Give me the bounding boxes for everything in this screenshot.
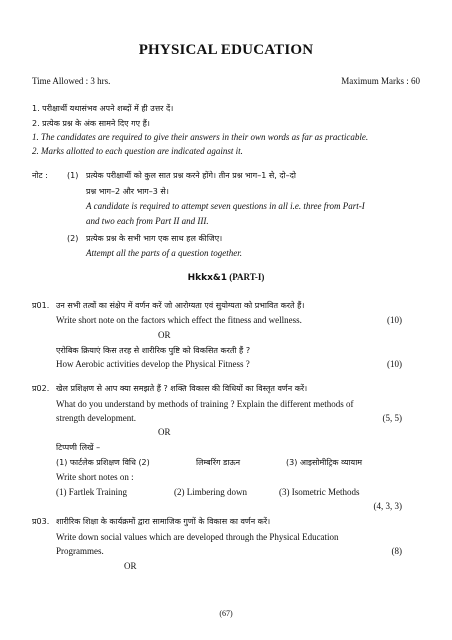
q2-alt-hi-item-2: लिम्बरिंग डाऊन: [196, 458, 241, 467]
q1-or: OR: [158, 330, 171, 340]
q2-alt-marks: (4, 3, 3): [373, 501, 402, 511]
q3-en-text-line-2: Programmes.: [56, 546, 104, 556]
q2-en-text-line-1: What do you understand by methods of training ? Explain the different methods of: [56, 399, 354, 409]
q3-marks: (8): [391, 546, 402, 556]
q2-alt-hi-heading: टिप्पणी लिखें –: [56, 443, 101, 452]
q3-or: OR: [124, 561, 137, 571]
page-number: (67): [219, 609, 233, 618]
q2-marks: (5, 5): [382, 413, 402, 423]
note-label: नोट :: [32, 171, 48, 180]
q1-alt-en-text: How Aerobic activities develop the Physical Fitness ?: [56, 359, 250, 369]
part-heading-prefix: Hkkx&1: [187, 273, 227, 283]
instruction-hi-2: 2. प्रत्येक प्रश्न के अंक सामने दिए गए हैं।: [32, 119, 150, 128]
part-heading-suffix: (PART-I): [229, 272, 265, 282]
page-title: PHYSICAL EDUCATION: [138, 42, 314, 58]
q1-en-text: Write short note on the factors which effect the fitness and wellness.: [56, 315, 302, 325]
q1-number: प्र01.: [32, 301, 50, 310]
q3-hi-text: शारीरिक शिक्षा के कार्यक्रमों द्वारा सामाजिक गुणों के विकास का वर्णन करें।: [56, 517, 271, 526]
q2-alt-en-item-1: (1) Fartlek Training: [56, 487, 127, 497]
q2-alt-hi-item-1: (1) फार्टलेक प्रशिक्षण विधि (2): [56, 458, 150, 467]
note-1-number: (1): [67, 171, 79, 180]
instruction-en-2: 2. Marks allotted to each question are indicated against it.: [32, 146, 243, 156]
note-2-hi-line-1: प्रत्येक प्रश्न के सभी भाग एक साथ हल कीजिए।: [86, 234, 223, 243]
q2-alt-en-heading: Write short notes on :: [56, 472, 134, 482]
q2-hi-text: खेल प्रशिक्षण से आप क्या समझते हैं ? शक्ति विकास की विधियों का विस्तृत वर्णन करें।: [56, 384, 308, 393]
note-1-hi-line-2: प्रश्न भाग–2 और भाग–3 से।: [86, 187, 169, 196]
note-1-en-line-1: A candidate is required to attempt seven questions in all i.e. three from Part-I: [86, 201, 365, 211]
note-2-number: (2): [67, 234, 79, 243]
q1-alt-marks: (10): [387, 359, 402, 369]
instruction-en-1: 1. The candidates are required to give their answers in their own words as far as practicable.: [32, 132, 369, 142]
q2-number: प्र02.: [32, 384, 50, 393]
note-1-en-line-2: and two each from Part II and III.: [86, 216, 209, 226]
time-allowed: Time Allowed : 3 hrs.: [32, 76, 111, 86]
q1-marks: (10): [387, 315, 402, 325]
part-heading: [0, 272, 452, 284]
q2-alt-en-item-3: (3) Isometric Methods: [279, 487, 360, 497]
q2-alt-en-item-2: (2) Limbering down: [174, 487, 247, 497]
q2-en-text-line-2: strength development.: [56, 413, 136, 423]
maximum-marks: Maximum Marks : 60: [341, 76, 420, 86]
note-2-en-line-1: Attempt all the parts of a question together.: [86, 248, 242, 258]
q1-hi-text: उन सभी तत्वों का संक्षेप में वर्णन करें जो आरोग्यता एवं सुयोग्यता को प्रभावित करते हैं।: [56, 301, 305, 310]
note-1-hi-line-1: प्रत्येक परीक्षार्थी को कुल सात प्रश्न करने होंगे। तीन प्रश्न भाग–1 से, दो–दो: [86, 171, 296, 180]
q3-number: प्र03.: [32, 517, 50, 526]
q2-or: OR: [158, 427, 171, 437]
instruction-hi-1: 1. परीक्षार्थी यथासंभव अपने शब्दों में ही उत्तर दें।: [32, 104, 174, 113]
q1-alt-hi-text: एरोबिक क्रियाएं किस तरह से शारीरिक पुष्टि को विकसित करती हैं ?: [56, 346, 251, 355]
q3-en-text-line-1: Write down social values which are developed through the Physical Education: [56, 532, 339, 542]
q2-alt-hi-item-3: (3) आइसोमीट्रिक व्यायाम: [286, 458, 363, 467]
